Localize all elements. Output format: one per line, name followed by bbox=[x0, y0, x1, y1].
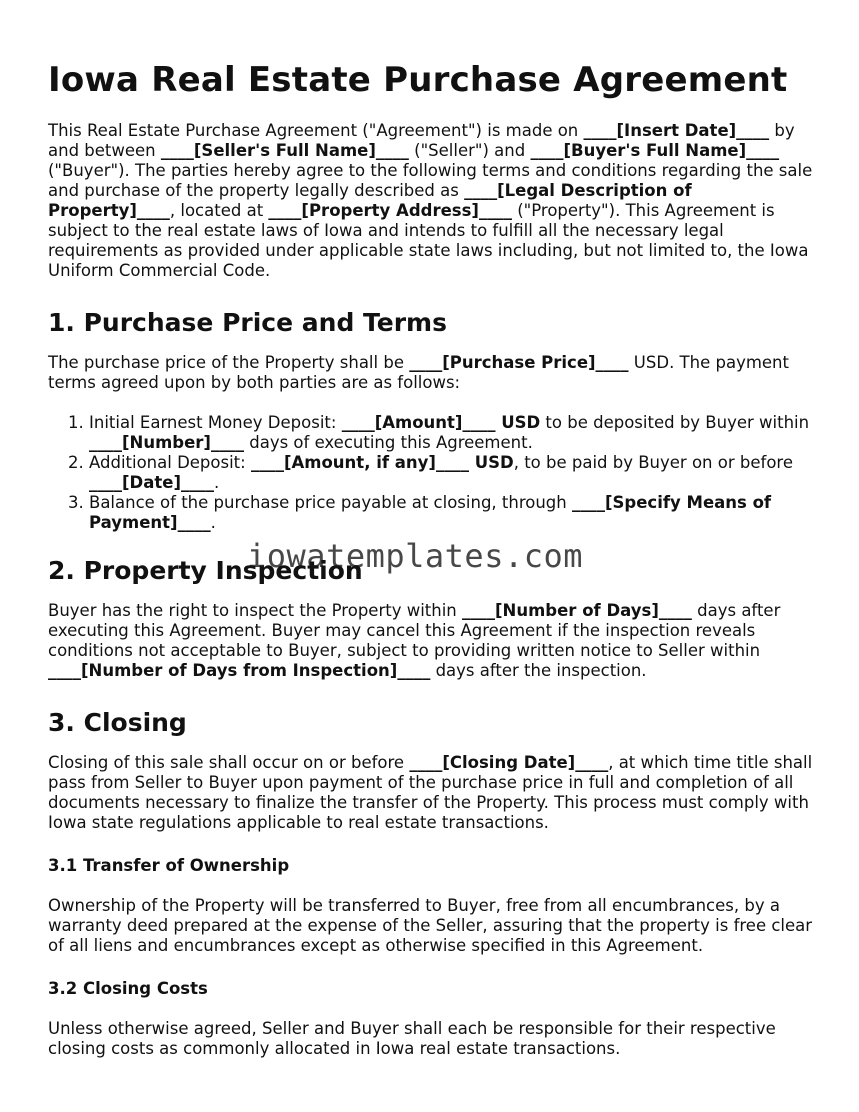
closing-text-1: Closing of this sale shall occur on or before bbox=[48, 753, 410, 772]
inspection-text-3: days after the inspection. bbox=[430, 661, 647, 680]
field-seller-name: ____[Seller's Full Name]____ bbox=[160, 141, 409, 160]
list-item bbox=[89, 453, 820, 493]
field-inspection-days: ____[Number of Days]____ bbox=[462, 601, 692, 620]
intro-paragraph bbox=[48, 121, 820, 281]
item-2-currency: USD bbox=[468, 453, 514, 472]
document-title: Iowa Real Estate Purchase Agreement bbox=[48, 60, 788, 100]
field-property-address: ____[Property Address]____ bbox=[268, 201, 512, 220]
field-additional-date: ____[Date]____ bbox=[89, 473, 214, 492]
transfer-paragraph: Ownership of the Property will be transferred to Buyer, free from all encumbrances, by a warranty deed prepared at the expense of the Seller, assuring that the property is free clear of all liens and encumbrances except as otherwise specified in this Agreement. bbox=[48, 896, 813, 955]
item-3-text-1: Balance of the purchase price payable at closing, through bbox=[89, 493, 572, 512]
purchase-text-2: USD. The payment terms agreed upon by both parties are as follows: bbox=[48, 353, 789, 392]
section-3-1-heading: 3.1 Transfer of Ownership bbox=[48, 856, 290, 875]
inspection-paragraph bbox=[48, 601, 820, 681]
intro-text-6: ("Property"). This Agreement is subject to the real estate laws of Iowa and intends to fulfill all the necessary legal requirements as provided under applicable state laws including, but not limited to, the Iowa Uniform Commercial Code. bbox=[48, 201, 809, 280]
field-deposit-days: ____[Number]____ bbox=[89, 433, 244, 452]
item-2-text-1: Additional Deposit: bbox=[89, 453, 251, 472]
intro-text-3: ("Seller") and bbox=[408, 141, 531, 160]
item-1-text-2: to be deposited by Buyer within bbox=[540, 413, 810, 432]
item-3-text-2: . bbox=[210, 513, 216, 532]
intro-text-1: This Real Estate Purchase Agreement ("Agreement") is made on bbox=[48, 121, 584, 140]
item-2-text-2: , to be paid by Buyer on or before bbox=[513, 453, 793, 472]
intro-text-5: , located at bbox=[169, 201, 269, 220]
field-additional-amount: ____[Amount, if any]____ bbox=[250, 453, 469, 472]
item-1-text-3: days of executing this Agreement. bbox=[243, 433, 533, 452]
item-1-text-1: Initial Earnest Money Deposit: bbox=[89, 413, 342, 432]
intro-text-4: ("Buyer"). The parties hereby agree to the following terms and conditions regarding the sale and purchase of the property legally described as bbox=[48, 161, 813, 200]
section-3-heading: 3. Closing bbox=[48, 708, 187, 737]
inspection-text-1: Buyer has the right to inspect the Property within bbox=[48, 601, 463, 620]
inspection-text-2: days after executing this Agreement. Buyer may cancel this Agreement if the inspection reveals conditions not acceptable to Buyer, subject to providing written notice to Seller within bbox=[48, 601, 781, 660]
payment-terms-list bbox=[48, 413, 820, 533]
closing-text-2: , at which time title shall pass from Seller to Buyer upon payment of the purchase price in full and completion of all documents necessary to finalize the transfer of the Property. This process must comply with Iowa state regulations applicable to real estate transactions. bbox=[48, 753, 813, 832]
field-deposit-amount: ____[Amount]____ bbox=[341, 413, 496, 432]
section-3-2-heading: 3.2 Closing Costs bbox=[48, 979, 208, 998]
field-legal-description: ____[Legal Description of Property]____ bbox=[48, 181, 692, 220]
closing-paragraph bbox=[48, 753, 820, 833]
purchase-price-paragraph bbox=[48, 353, 820, 393]
item-1-currency: USD bbox=[495, 413, 541, 432]
document-page bbox=[48, 58, 820, 1079]
list-item bbox=[89, 493, 820, 533]
section-2-heading: 2. Property Inspection bbox=[48, 556, 363, 585]
item-2-text-3: . bbox=[214, 473, 220, 492]
intro-text-2: by and between bbox=[48, 121, 795, 160]
field-purchase-price: ____[Purchase Price]____ bbox=[409, 353, 629, 372]
field-insert-date: ____[Insert Date]____ bbox=[583, 121, 770, 140]
closing-costs-paragraph: Unless otherwise agreed, Seller and Buyer shall each be responsible for their respective closing costs as commonly allocated in Iowa real estate transactions. bbox=[48, 1019, 776, 1058]
section-1-heading: 1. Purchase Price and Terms bbox=[48, 308, 447, 337]
field-buyer-name: ____[Buyer's Full Name]____ bbox=[530, 141, 780, 160]
field-payment-means: ____[Specify Means of Payment]____ bbox=[89, 493, 772, 532]
purchase-text-1: The purchase price of the Property shall be bbox=[48, 353, 410, 372]
field-notice-days: ____[Number of Days from Inspection]____ bbox=[48, 661, 431, 680]
field-closing-date: ____[Closing Date]____ bbox=[409, 753, 609, 772]
watermark-text: iowatemplates.com bbox=[247, 537, 584, 575]
list-item bbox=[89, 413, 820, 453]
